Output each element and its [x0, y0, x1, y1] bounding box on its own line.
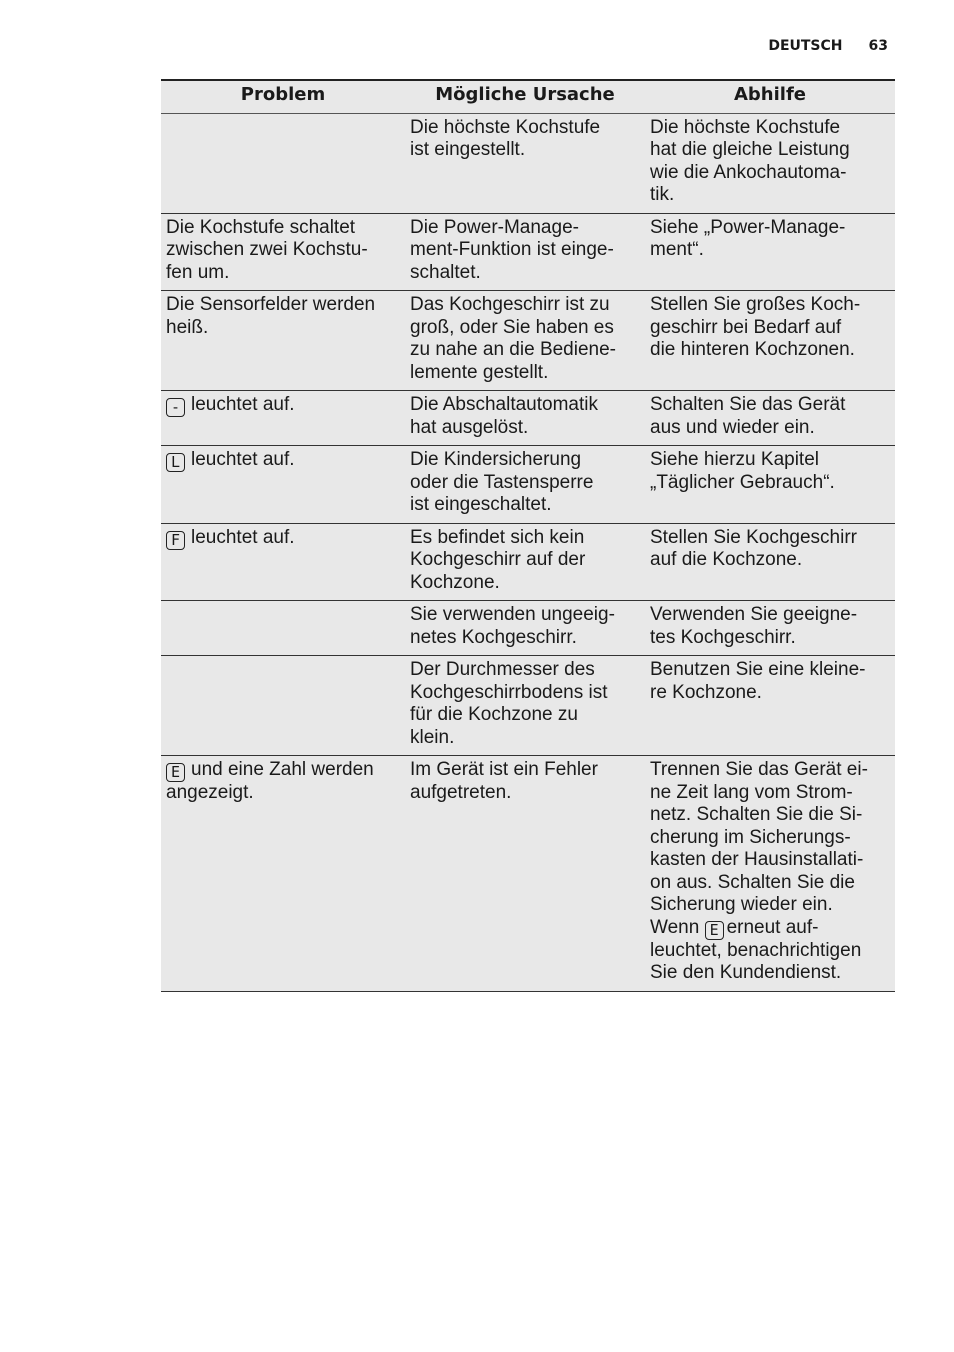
- problem-cell: [161, 446, 405, 523]
- remedy-text: Trennen Sie das Gerät ei- ne Zeit lang vom Strom- netz. Schalten Sie die Si- cherung im Sicherungs- kasten der Hausinstallati- on aus. Schalten Sie die Sicherung wieder ein. Wenn: [650, 759, 868, 938]
- page-number: 63: [868, 38, 888, 54]
- remedy-cell: Verwenden Sie geeigne- tes Kochgeschirr.: [650, 604, 858, 648]
- cause-cell: Die Kindersicherung oder die Tastensperre ist eingeschaltet.: [410, 449, 594, 515]
- problem-cell: Die Kochstufe schaltet zwischen zwei Kochstu- fen um.: [166, 216, 368, 283]
- table-row: [161, 214, 895, 292]
- problem-cell: [161, 601, 405, 655]
- remedy-text-continued: erneut auf- leuchtet, benachrichtigen Sie den Kundendienst.: [650, 916, 862, 983]
- problem-cell: Die Sensorfelder werden heiß.: [166, 294, 376, 338]
- cause-cell: Im Gerät ist ein Fehler aufgetreten.: [410, 759, 598, 803]
- column-header-remedy: Abhilfe: [733, 84, 806, 105]
- table-header-row: [161, 81, 895, 114]
- remedy-cell: Siehe hierzu Kapitel „Täglicher Gebrauch“.: [650, 449, 835, 493]
- cause-cell: Das Kochgeschirr ist zu groß, oder Sie haben es zu nahe an die Bediene- lemente gestellt.: [410, 294, 616, 383]
- remedy-cell: Schalten Sie das Gerät aus und wieder ein.: [650, 394, 846, 438]
- lock-symbol-icon: L: [166, 453, 185, 472]
- problem-cell: [161, 391, 405, 445]
- table-row: [161, 756, 895, 992]
- table-row: [161, 446, 895, 524]
- page-header: [768, 38, 888, 54]
- column-header-problem: Problem: [240, 84, 326, 105]
- table-row: [161, 114, 895, 214]
- problem-cell: [161, 114, 405, 213]
- remedy-cell: Stellen Sie großes Koch- geschirr bei Bedarf auf die hinteren Kochzonen.: [650, 294, 861, 360]
- troubleshooting-table: [161, 79, 895, 992]
- language-label: DEUTSCH: [768, 38, 843, 54]
- problem-cell: [161, 656, 405, 755]
- dash-symbol-icon: -: [166, 398, 185, 417]
- error-symbol-icon: E: [705, 921, 724, 940]
- problem-text: leuchtet auf.: [191, 449, 295, 470]
- cause-cell: Die höchste Kochstufe ist eingestellt.: [410, 116, 601, 160]
- problem-cell: [161, 756, 405, 991]
- remedy-cell: Benutzen Sie eine kleine- re Kochzone.: [650, 659, 866, 703]
- remedy-cell: Siehe „Power-Manage- ment“.: [650, 216, 846, 260]
- cause-cell: Die Abschaltautomatik hat ausgelöst.: [410, 394, 598, 438]
- remedy-cell: Stellen Sie Kochgeschirr auf die Kochzone.: [650, 526, 857, 570]
- table-row: [161, 391, 895, 446]
- f-symbol-icon: F: [166, 531, 185, 550]
- cause-cell: Der Durchmesser des Kochgeschirrbodens ist für die Kochzone zu klein.: [410, 659, 608, 748]
- problem-cell: [161, 524, 405, 601]
- remedy-cell: [645, 756, 895, 991]
- table-row: [161, 656, 895, 756]
- problem-text: leuchtet auf.: [191, 394, 295, 415]
- remedy-cell: Die höchste Kochstufe hat die gleiche Leistung wie die Ankochautoma- tik.: [650, 116, 850, 205]
- problem-text: leuchtet auf.: [191, 526, 295, 548]
- table-row: [161, 601, 895, 656]
- problem-text: und eine Zahl werden angezeigt.: [166, 759, 374, 803]
- table-row: [161, 524, 895, 602]
- cause-cell: Die Power-Manage- ment-Funktion ist einge- schaltet.: [410, 216, 614, 283]
- cause-cell: Sie verwenden ungeeig- netes Kochgeschirr.: [410, 604, 615, 648]
- table-row: [161, 291, 895, 391]
- error-symbol-icon: E: [166, 763, 185, 782]
- cause-cell: Es befindet sich kein Kochgeschirr auf der Kochzone.: [410, 526, 586, 593]
- column-header-cause: Mögliche Ursache: [435, 84, 615, 105]
